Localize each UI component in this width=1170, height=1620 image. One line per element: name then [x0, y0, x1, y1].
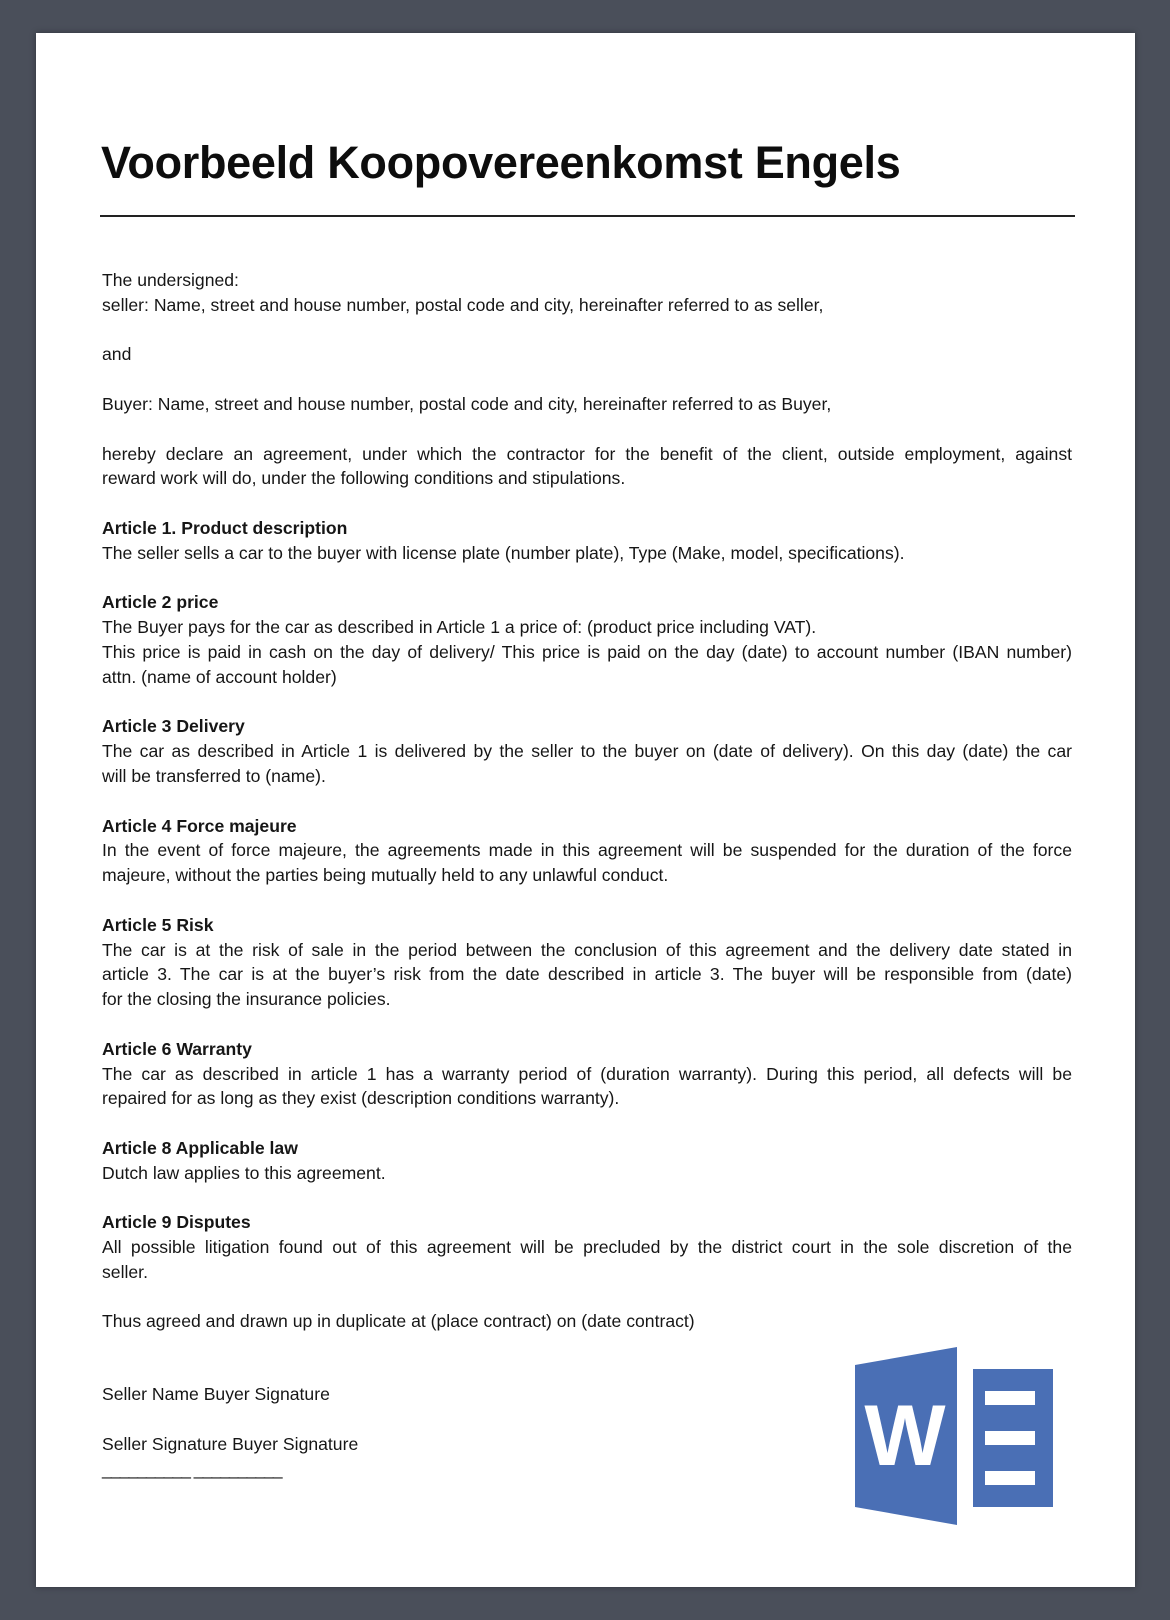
intro-buyer: Buyer: Name, street and house number, postal code and city, hereinafter referred to as Buyer, [102, 393, 832, 414]
article-heading: Article 3 Delivery [102, 716, 245, 737]
intro-declaration [102, 442, 1072, 492]
article-3 [102, 714, 1072, 788]
signature-underline: __________ __________ [102, 1458, 282, 1479]
article-text-line: The car as described in article 1 has a warranty period of (duration warranty). During this period, all defects will be [102, 1063, 1072, 1084]
declaration-line: hereby declare an agreement, under which the contractor for the benefit of the client, outside employment, against [102, 443, 1072, 464]
article-text-line: article 3. The car is at the buyer’s risk from the date described in article 3. The buyer will be responsible from (date) [102, 964, 1072, 985]
article-5 [102, 913, 1072, 1012]
signature-label-line: Seller Signature Buyer Signature [102, 1433, 359, 1454]
article-text-line: repaired for as long as they exist (description conditions warranty). [102, 1088, 620, 1109]
article-text-line: In the event of force majeure, the agreements made in this agreement will be suspended for the duration of the force [102, 840, 1072, 861]
word-icon-line [985, 1391, 1035, 1405]
intro-and-paragraph [102, 342, 1072, 367]
closing-statement [102, 1309, 1072, 1334]
microsoft-word-icon [855, 1347, 1053, 1525]
intro-parties [102, 268, 1072, 318]
article-text-line: seller. [102, 1261, 148, 1282]
word-icon-line [985, 1471, 1035, 1485]
article-heading: Article 8 Applicable law [102, 1137, 298, 1158]
article-9 [102, 1210, 1072, 1284]
article-text-line: The seller sells a car to the buyer with license plate (number plate), Type (Make, model, specifications). [102, 542, 905, 563]
title-divider [100, 215, 1075, 217]
article-2 [102, 590, 1072, 689]
closing-line: Thus agreed and drawn up in duplicate at (place contract) on (date contract) [102, 1311, 695, 1332]
article-heading: Article 9 Disputes [102, 1212, 251, 1233]
article-text-line: for the closing the insurance policies. [102, 989, 391, 1010]
article-text-line: majeure, without the parties being mutually held to any unlawful conduct. [102, 865, 669, 886]
article-text-line: attn. (name of account holder) [102, 666, 337, 687]
article-text-line: All possible litigation found out of this agreement will be precluded by the district court in the sole discretion of the [102, 1237, 1072, 1258]
article-heading: Article 1. Product description [102, 517, 348, 538]
intro-buyer-paragraph [102, 392, 1072, 417]
document-title: Voorbeeld Koopovereenkomst Engels [101, 137, 901, 188]
article-text-line: will be transferred to (name). [102, 765, 326, 786]
article-text-line: The car is at the risk of sale in the period between the conclusion of this agreement and the delivery date stated in [102, 939, 1072, 960]
word-icon-line [985, 1431, 1035, 1445]
article-heading: Article 2 price [102, 592, 219, 613]
article-heading: Article 5 Risk [102, 914, 214, 935]
declaration-line: reward work will do, under the following conditions and stipulations. [102, 468, 626, 489]
signature-names-line: Seller Name Buyer Signature [102, 1384, 330, 1405]
word-icon-letter: W [864, 1388, 946, 1484]
intro-seller: seller: Name, street and house number, postal code and city, hereinafter referred to as seller, [102, 294, 824, 315]
article-1 [102, 516, 1072, 566]
article-heading: Article 6 Warranty [102, 1038, 252, 1059]
intro-and: and [102, 344, 132, 365]
article-8 [102, 1136, 1072, 1186]
article-heading: Article 4 Force majeure [102, 815, 297, 836]
intro-undersigned: The undersigned: [102, 270, 239, 290]
article-4 [102, 814, 1072, 888]
article-text-line: The car as described in Article 1 is delivered by the seller to the buyer on (date of delivery). On this day (date) the car [102, 741, 1072, 762]
article-text-line: The Buyer pays for the car as described in Article 1 a price of: (product price including VAT). [102, 617, 817, 638]
article-text-line: Dutch law applies to this agreement. [102, 1162, 386, 1183]
article-6 [102, 1037, 1072, 1111]
article-text-line: This price is paid in cash on the day of delivery/ This price is paid on the day (date) to account number (IBAN number) [102, 641, 1072, 662]
document-body [102, 268, 1072, 1481]
